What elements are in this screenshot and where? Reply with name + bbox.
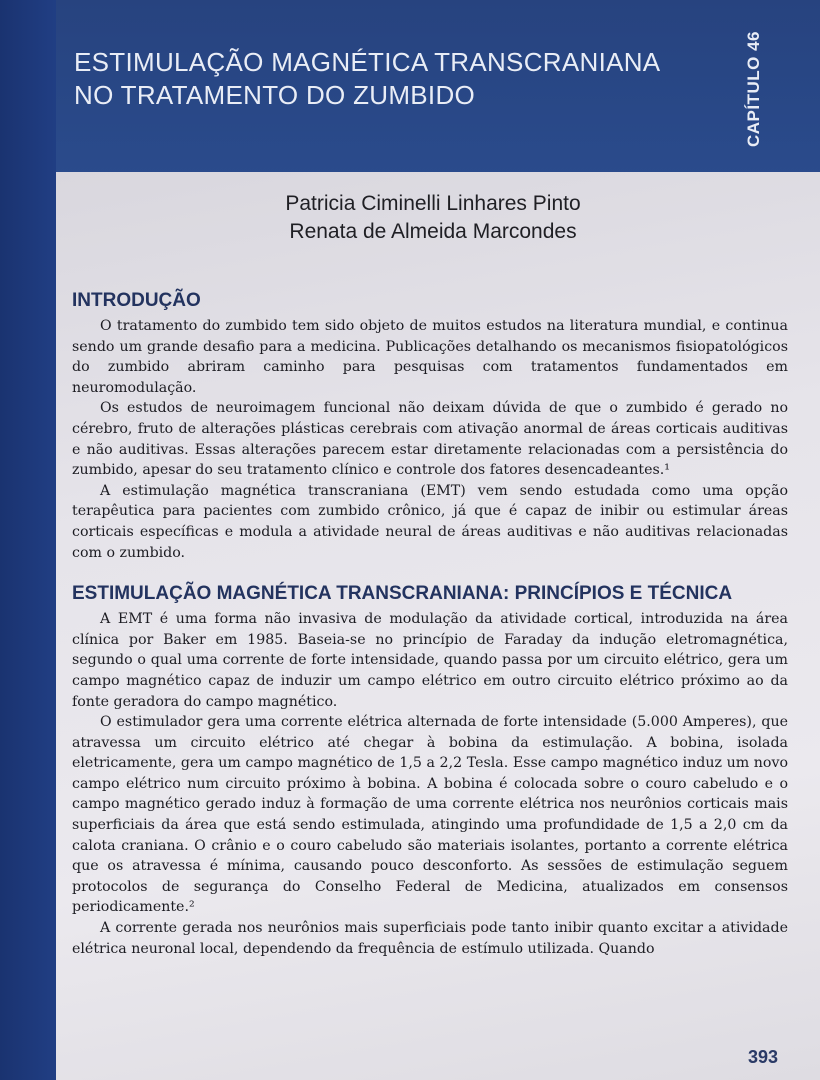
section-heading: INTRODUÇÃO xyxy=(72,290,201,311)
paragraph: A corrente gerada nos neurônios mais superficiais pode tanto inibir quanto excitar a atividade elétrica neuronal local, dependendo da frequência de estímulo utilizada. Quando xyxy=(72,920,788,957)
paragraph: A estimulação magnética transcraniana (EMT) vem sendo estudada como uma opção terapêutica para pacientes com zumbido crônico, já que é capaz de inibir ou estimular áreas corticais específicas e modula a atividade neural de áreas auditivas e não auditivas relacionadas com o zumbido. xyxy=(72,482,788,561)
author-list xyxy=(56,190,820,246)
paragraph: O estimulador gera uma corrente elétrica alternada de forte intensidade (5.000 Amperes), que atravessa um circuito elétrico até chegar à bobina da estimulação. A bobina, isolada eletricamente, gera um campo magnético de 1,5 a 2,2 Tesla. Esse campo magnético induz um novo campo elétrico num circuito próximo à bobina. A bobina é colocada sobre o couro cabeludo e o campo magnético gerado induz à formação de uma corrente elétrica nos neurônios corticais mais superficiais da área que está sendo estimulada, atingindo uma profundidade de 1,5 a 2,0 cm da calota craniana. O crânio e o couro cabeludo são materiais isolantes, portanto a corrente elétrica que os atravessa é mínima, causando pouco desconforto. As sessões de estimulação seguem protocolos de segurança do Conselho Federal de Medicina, atualizados em consensos periodicamente.² xyxy=(72,714,788,916)
chapter-label xyxy=(688,0,820,178)
page-number: 393 xyxy=(747,1047,778,1067)
author-1: Patricia Ciminelli Linhares Pinto xyxy=(285,192,581,215)
author-2: Renata de Almeida Marcondes xyxy=(289,220,577,243)
section-heading: ESTIMULAÇÃO MAGNÉTICA TRANSCRANIANA: PRINCÍPIOS E TÉCNICA xyxy=(72,583,733,605)
chapter-number: CAPÍTULO 46 xyxy=(744,30,763,148)
paragraph: Os estudos de neuroimagem funcional não deixam dúvida de que o zumbido é gerado no cérebro, fruto de alterações plásticas cerebrais com ativação anormal de áreas corticais auditivas e não auditivas. Essas alterações parecem estar diretamente relacionadas com a persistência do zumbido, apesar do seu tratamento clínico e controle dos fatores desencadeantes.¹ xyxy=(72,400,788,479)
chapter-title xyxy=(74,46,694,112)
chapter-title-line2: NO TRATAMENTO DO ZUMBIDO xyxy=(74,80,476,110)
chapter-title-line1: ESTIMULAÇÃO MAGNÉTICA TRANSCRANIANA xyxy=(74,47,661,77)
paragraph: O tratamento do zumbido tem sido objeto de muitos estudos na literatura mundial, e continua sendo um grande desafio para a medicina. Publicações detalhando os mecanismos fisiopatológicos do zumbido abriram caminho para pesquisas com tratamentos fundamentados em neuromodulação. xyxy=(72,318,788,396)
section-introduction xyxy=(72,290,788,563)
paragraph: A EMT é uma forma não invasiva de modulação da atividade cortical, introduzida na área clínica por Baker em 1985. Baseia-se no princípio de Faraday da indução eletromagnética, segundo o qual uma corrente de forte intensidade, quando passa por um circuito elétrico, gera um campo magnético capaz de induzir um campo elétrico em outro circuito elétrico próximo ao da fonte geradora do campo magnético. xyxy=(72,611,788,710)
spine-bar xyxy=(0,0,60,1080)
main-text xyxy=(72,290,788,959)
page-body xyxy=(56,172,820,1080)
section-principles xyxy=(72,583,788,959)
